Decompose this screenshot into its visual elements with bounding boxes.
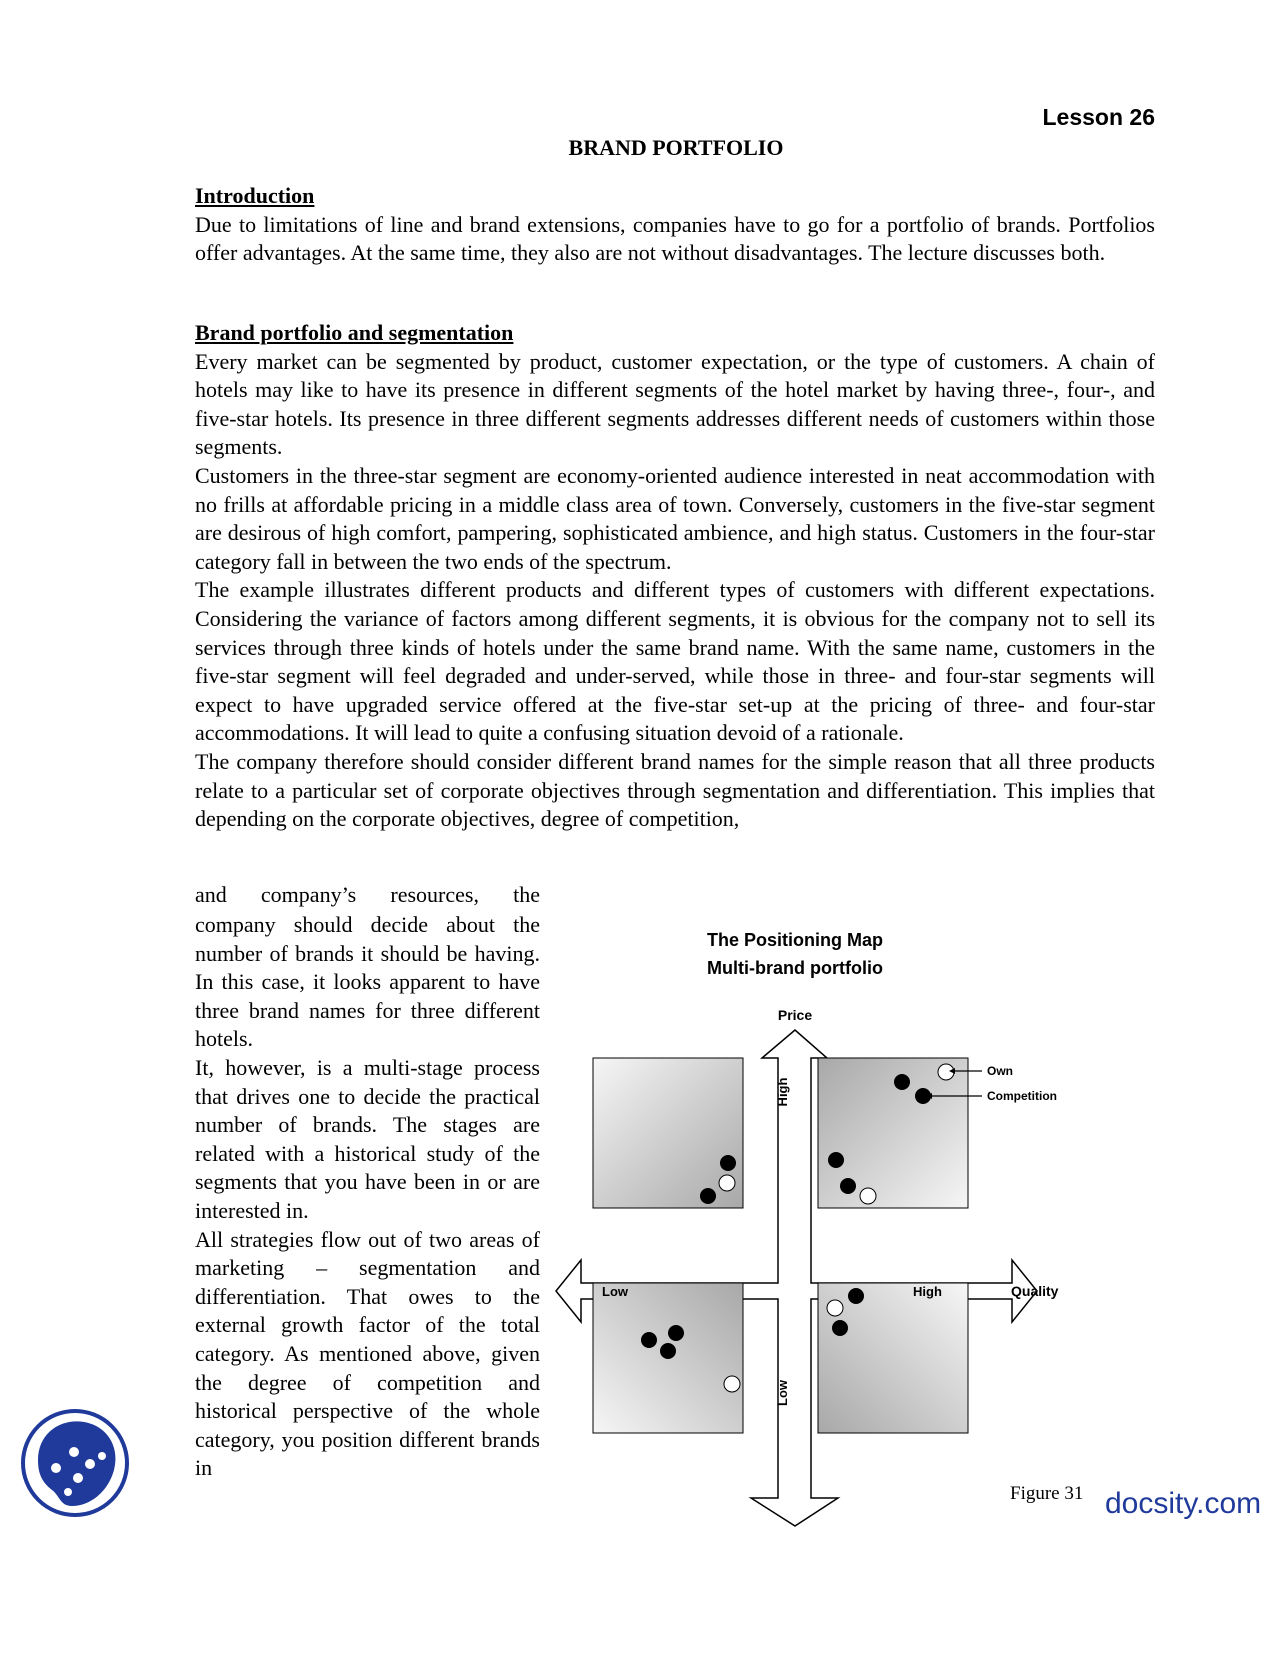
- own-point: [860, 1188, 876, 1204]
- p4-continuation: company should decide about the number of brands it should be having. In this case, it looks apparent to have three brand names for three different hotels.: [195, 912, 540, 1052]
- positioning-map: [555, 930, 1145, 1530]
- high-price-label: High: [775, 1077, 790, 1107]
- low-quality-label: Low: [602, 1284, 628, 1299]
- competition-point: [660, 1343, 676, 1359]
- own-point: [827, 1300, 843, 1316]
- segmentation-p3: The example illustrates different products and different types of customers with different expectations. Considering the variance of factors among different segments, it is obvious for the company not to sell its services through three kinds of hotels under the same brand name. With the same name, customers in the five-star segment will feel degraded and under-served, while those in three- and four-star segments will expect to have upgraded service offered at the five-star set-up at the pricing of three- and four-star accommodations. It will lead to quite a confusing situation devoid of a rationale.: [195, 577, 1155, 746]
- page-title: BRAND PORTFOLIO: [568, 135, 784, 160]
- competition-legend-label: Competition: [987, 1089, 1057, 1103]
- own-point: [719, 1175, 735, 1191]
- segmentation-heading: Brand portfolio and segmentation: [195, 320, 514, 345]
- low-price-label: Low: [775, 1380, 790, 1406]
- segmentation-p6: All strategies flow out of two areas of marketing – segmentation and differentiation. That owes to the external growth factor of the total category. As mentioned above, given the degree of competition and historical perspective of the whole category, you position different brands in: [195, 1226, 540, 1481]
- figure-title: The Positioning Map: [707, 930, 883, 950]
- own-point: [724, 1376, 740, 1392]
- lesson-number: Lesson 26: [1042, 104, 1155, 130]
- competition-point: [700, 1188, 716, 1204]
- competition-point: [641, 1332, 657, 1348]
- narrow-column: [195, 911, 540, 1483]
- high-quality-label: High: [913, 1284, 942, 1299]
- competition-point: [720, 1155, 736, 1171]
- competition-point: [848, 1288, 864, 1304]
- intro-section: [195, 182, 1155, 268]
- figure-caption: Figure 31: [1010, 1483, 1084, 1504]
- competition-point: [832, 1320, 848, 1336]
- quality-label: Quality: [1011, 1283, 1059, 1299]
- competition-point: [894, 1074, 910, 1090]
- segmentation-p4: The company therefore should consider different brand names for the simple reason that all three products relate to a particular set of corporate objectives through segmentation and differentiation. This implies that depending on the corporate objectives, degree of competition,: [195, 748, 1155, 832]
- competition-point: [828, 1152, 844, 1168]
- docsity-logo-icon: [20, 1408, 130, 1518]
- competition-point: [668, 1325, 684, 1341]
- segmentation-p1: Every market can be segmented by product, customer expectation, or the type of customers. A chain of hotels may like to have its presence in different segments of the hotel market by having three-, four-, and five-star hotels. Its presence in three different segments addresses different needs of customers within those segments.: [195, 348, 1155, 460]
- price-label: Price: [777, 1007, 813, 1023]
- segmentation-section: [195, 319, 1155, 834]
- segmentation-p5: It, however, is a multi-stage process that drives one to decide the practical number of brands. The stages are related with a historical study of the segments that you have been in or are interested in.: [195, 1054, 540, 1223]
- own-legend-label: Own: [987, 1064, 1013, 1078]
- segmentation-p2: Customers in the three-star segment are economy-oriented audience interested in neat accommodation with no frills at affordable pricing in a middle class area of town. Conversely, customers in the five-star segment are desirous of high comfort, pampering, sophisticated ambience, and high status. Customers in the four-star category fall in between the two ends of the spectrum.: [195, 462, 1155, 574]
- p4-continuation-first-line: and company’s resources, the: [195, 882, 540, 907]
- intro-text: Due to limitations of line and brand extensions, companies have to go for a portfolio of brands. Portfolios offer advantages. At the same time, they also are not without disadvantages. The lecture discusses both.: [195, 211, 1155, 266]
- intro-heading: Introduction: [195, 183, 315, 208]
- figure-subtitle: Multi-brand portfolio: [707, 958, 883, 978]
- competition-point: [840, 1178, 856, 1194]
- docsity-link[interactable]: docsity.com: [1105, 1487, 1262, 1520]
